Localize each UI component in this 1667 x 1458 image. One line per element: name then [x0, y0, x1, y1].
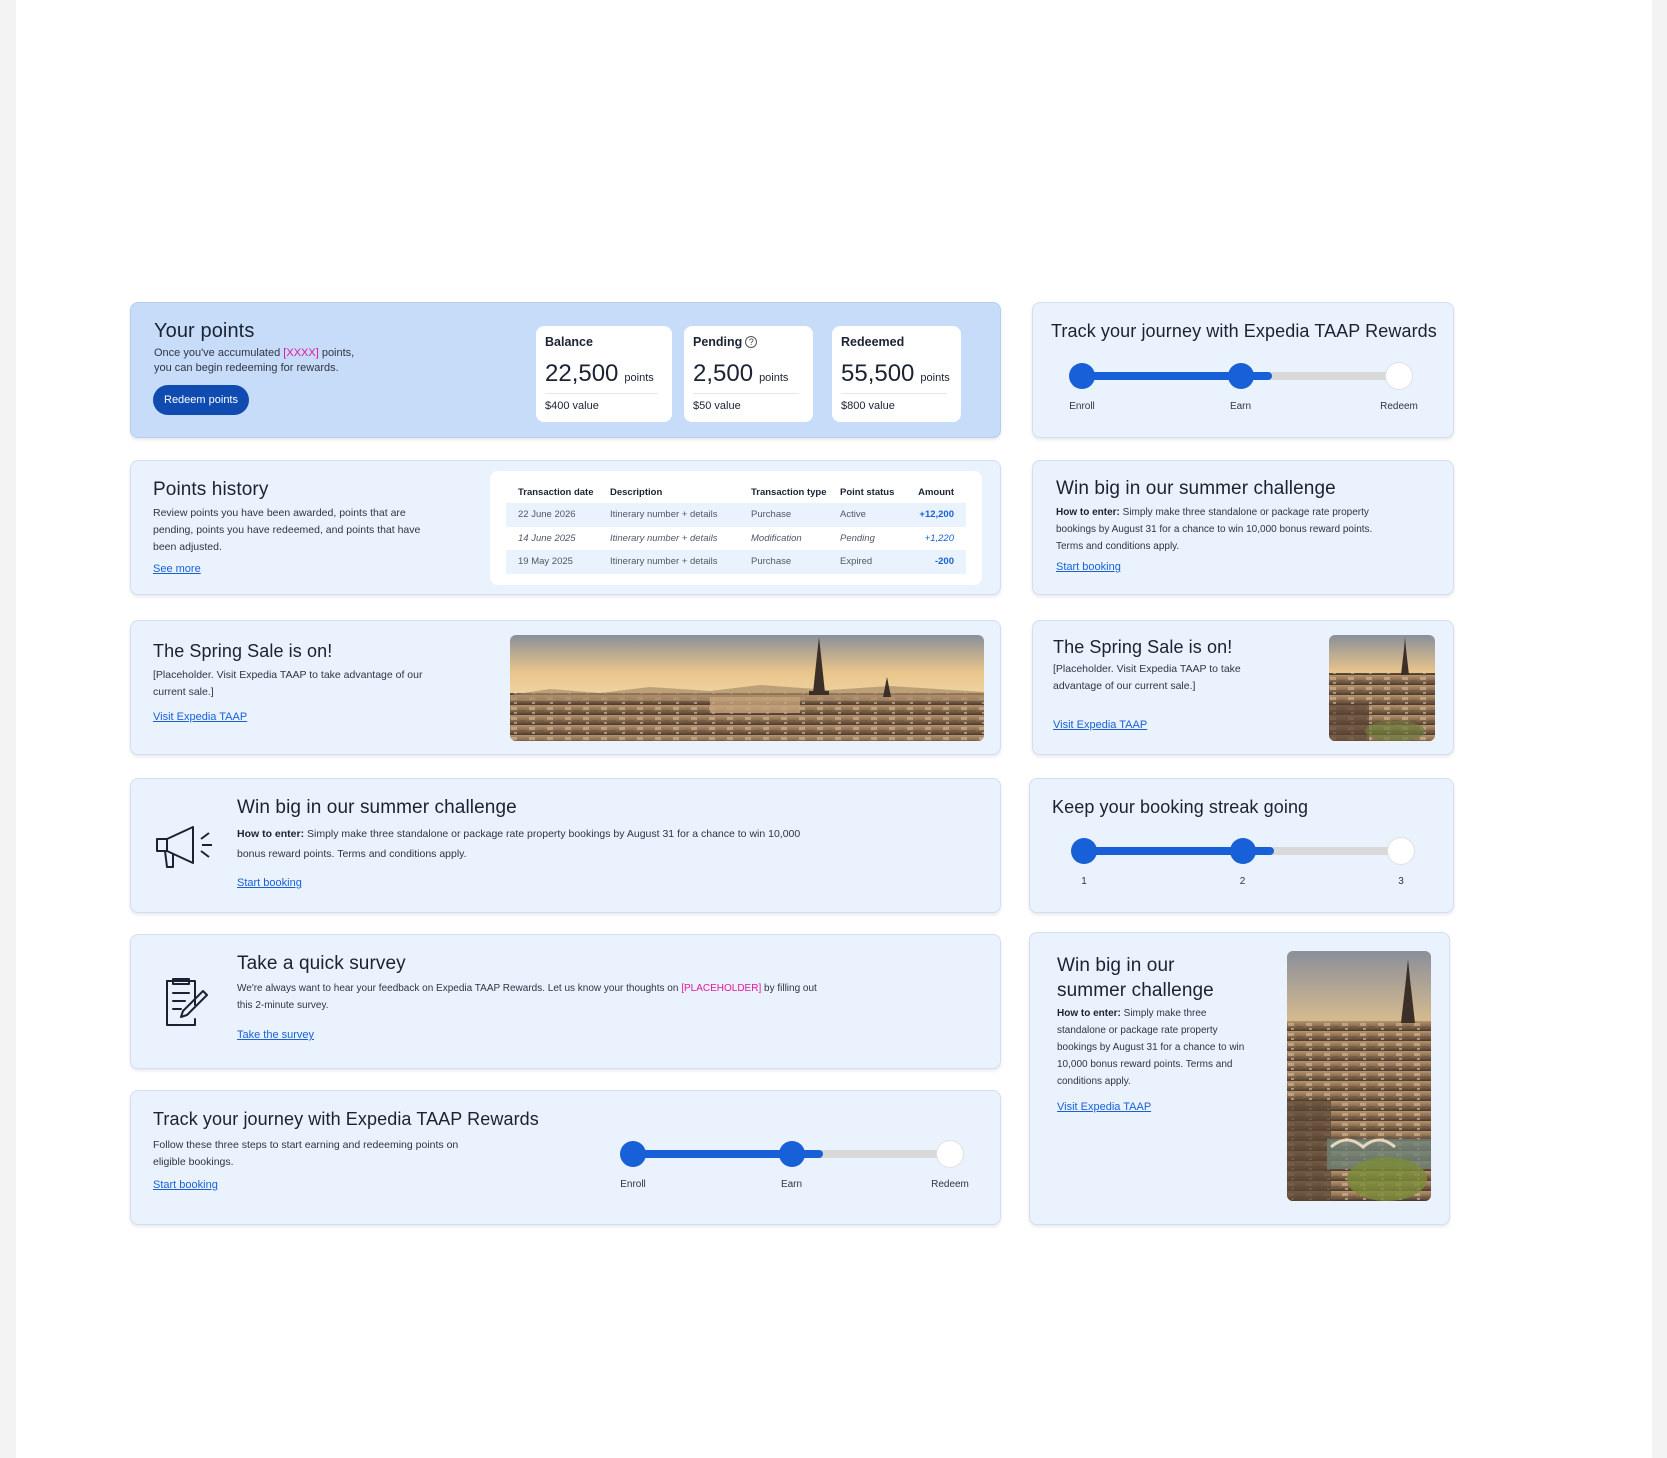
step-label: 2: [1239, 876, 1246, 887]
canvas: [16, 0, 1652, 1458]
stat-worth: $400 value: [545, 400, 599, 412]
survey-clipboard-icon: [159, 975, 211, 1029]
summer-challenge-wide-card: [130, 778, 1001, 913]
survey-placeholder: [PLACEHOLDER]: [681, 983, 762, 994]
history-table: [490, 471, 982, 585]
stat-value: 2,500 points: [693, 360, 789, 387]
step-dot-3[interactable]: [1388, 838, 1414, 864]
challenge-description: How to enter: Simply make three standalone or package rate property bookings by August 31 for a chance to win 10,000 bonus reward points. Terms and conditions apply.: [1056, 507, 1373, 552]
progress-track: [1069, 372, 1418, 412]
redeem-points-button[interactable]: Redeem points: [153, 385, 249, 415]
track-description: Follow these three steps to start earning and redeeming points on eligible bookings.: [153, 1139, 459, 1168]
step-dot-redeem[interactable]: [937, 1141, 963, 1167]
progress-track: [620, 1150, 969, 1190]
progress-track: [1081, 847, 1404, 887]
step-label: 1: [1081, 876, 1087, 887]
stat-value: 55,500 points: [841, 360, 950, 387]
step-dot-earn[interactable]: [779, 1141, 805, 1167]
step-dot-1[interactable]: [1071, 838, 1097, 864]
column-header: Transaction type: [751, 487, 827, 498]
paris-aerial-image: [1287, 951, 1431, 1201]
spring-description: [Placeholder. Visit Expedia TAAP to take advantage of our current sale.]: [153, 669, 423, 698]
step-dot-redeem[interactable]: [1386, 363, 1412, 389]
track-title: Track your journey with Expedia TAAP Rewards: [153, 1109, 539, 1129]
spring-title: The Spring Sale is on!: [1053, 637, 1233, 657]
track-journey-wide-card: [130, 1090, 1001, 1225]
summer-challenge-card: [1032, 460, 1454, 595]
stat-value: 22,500 points: [545, 360, 654, 387]
stat-pending: [684, 326, 813, 422]
table-row[interactable]: 14 June 2025 Itinerary number + details Modification Pending +1,220: [518, 533, 954, 544]
paris-skyline-image: [510, 635, 984, 741]
spring-description: [Placeholder. Visit Expedia TAAP to take advantage of our current sale.]: [1053, 663, 1241, 692]
streak-title: Keep your booking streak going: [1052, 797, 1309, 817]
spring-title: The Spring Sale is on!: [153, 641, 333, 661]
step-label: Redeem: [1380, 401, 1418, 412]
column-header: Description: [610, 487, 663, 498]
divider: [545, 393, 658, 394]
survey-description: We're always want to hear your feedback on Expedia TAAP Rewards. Let us know your thoughts on [PLACEHOLDER] by filling out this 2-minute survey.: [237, 983, 817, 1011]
points-placeholder: [XXXX]: [283, 347, 319, 359]
summer-challenge-tall-card: [1029, 932, 1450, 1225]
step-dot-enroll[interactable]: [1069, 363, 1095, 389]
visit-expedia-link[interactable]: Visit Expedia TAAP: [1053, 719, 1148, 731]
start-booking-link[interactable]: Start booking: [153, 1179, 218, 1191]
stat-worth: $800 value: [841, 400, 895, 412]
divider: [693, 393, 799, 394]
step-label: Earn: [1229, 401, 1252, 412]
table-row[interactable]: 19 May 2025 Itinerary number + details Purchase Expired -200: [506, 550, 966, 574]
challenge-title: Win big in our summer challenge: [237, 797, 517, 818]
visit-expedia-link[interactable]: Visit Expedia TAAP: [153, 711, 248, 723]
points-card: [130, 302, 1001, 438]
challenge-title: Win big in our summer challenge: [1056, 478, 1336, 499]
start-booking-link[interactable]: Start booking: [237, 877, 302, 889]
start-booking-link[interactable]: Start booking: [1056, 561, 1121, 573]
see-more-link[interactable]: See more: [153, 563, 201, 575]
table-row[interactable]: 22 June 2026 Itinerary number + details Purchase Active +12,200: [506, 503, 966, 527]
step-dot-earn[interactable]: [1228, 363, 1254, 389]
challenge-description: How to enter: Simply make three standalone or package rate property bookings by August 31 for a chance to win 10,000 bonus reward points. Terms and conditions apply.: [1057, 1008, 1245, 1087]
column-header: Amount: [918, 487, 954, 498]
column-header: Transaction date: [518, 487, 594, 498]
visit-expedia-link[interactable]: Visit Expedia TAAP: [1057, 1101, 1152, 1113]
points-history-card: [130, 460, 1001, 595]
step-label: Earn: [780, 1179, 803, 1190]
spring-sale-card: [130, 620, 1001, 755]
divider: [841, 393, 947, 394]
survey-title: Take a quick survey: [237, 953, 406, 974]
history-title: Points history: [153, 479, 269, 500]
step-dot-enroll[interactable]: [620, 1141, 646, 1167]
booking-streak-card: [1029, 778, 1454, 913]
megaphone-icon: [153, 821, 217, 873]
help-circle-icon[interactable]: ?: [745, 336, 757, 348]
spring-sale-card-small: [1032, 620, 1454, 755]
take-survey-link[interactable]: Take the survey: [237, 1029, 315, 1041]
points-description: Once you've accumulated [XXXX] points, you can begin redeeming for rewards.: [154, 347, 355, 374]
points-title: Your points: [154, 320, 255, 342]
stat-label: Pending ?: [693, 335, 757, 349]
stat-worth: $50 value: [693, 400, 741, 412]
track-title: Track your journey with Expedia TAAP Rewards: [1051, 321, 1437, 341]
track-journey-card: [1032, 302, 1454, 438]
table-header: [506, 481, 966, 505]
step-label: Enroll: [620, 1179, 646, 1190]
challenge-description: How to enter: Simply make three standalone or package rate property bookings by August 31 for a chance to win 10,000 bonus reward points. Terms and conditions apply.: [237, 828, 801, 860]
step-dot-2[interactable]: [1230, 838, 1256, 864]
stat-label: Redeemed: [841, 335, 905, 349]
stat-balance: [536, 326, 672, 422]
step-label: 3: [1398, 876, 1404, 887]
challenge-title: Win big in our summer challenge: [1057, 955, 1214, 1001]
stat-label: Balance: [545, 335, 593, 349]
step-label: Redeem: [931, 1179, 969, 1190]
survey-card: [130, 934, 1001, 1069]
column-header: Point status: [840, 487, 895, 498]
paris-skyline-image: [1329, 635, 1435, 741]
stat-redeemed: [832, 326, 961, 422]
history-description: Review points you have been awarded, points that are pending, points you have redeemed, and points that have been adjusted.: [153, 507, 421, 553]
step-label: Enroll: [1069, 401, 1095, 412]
